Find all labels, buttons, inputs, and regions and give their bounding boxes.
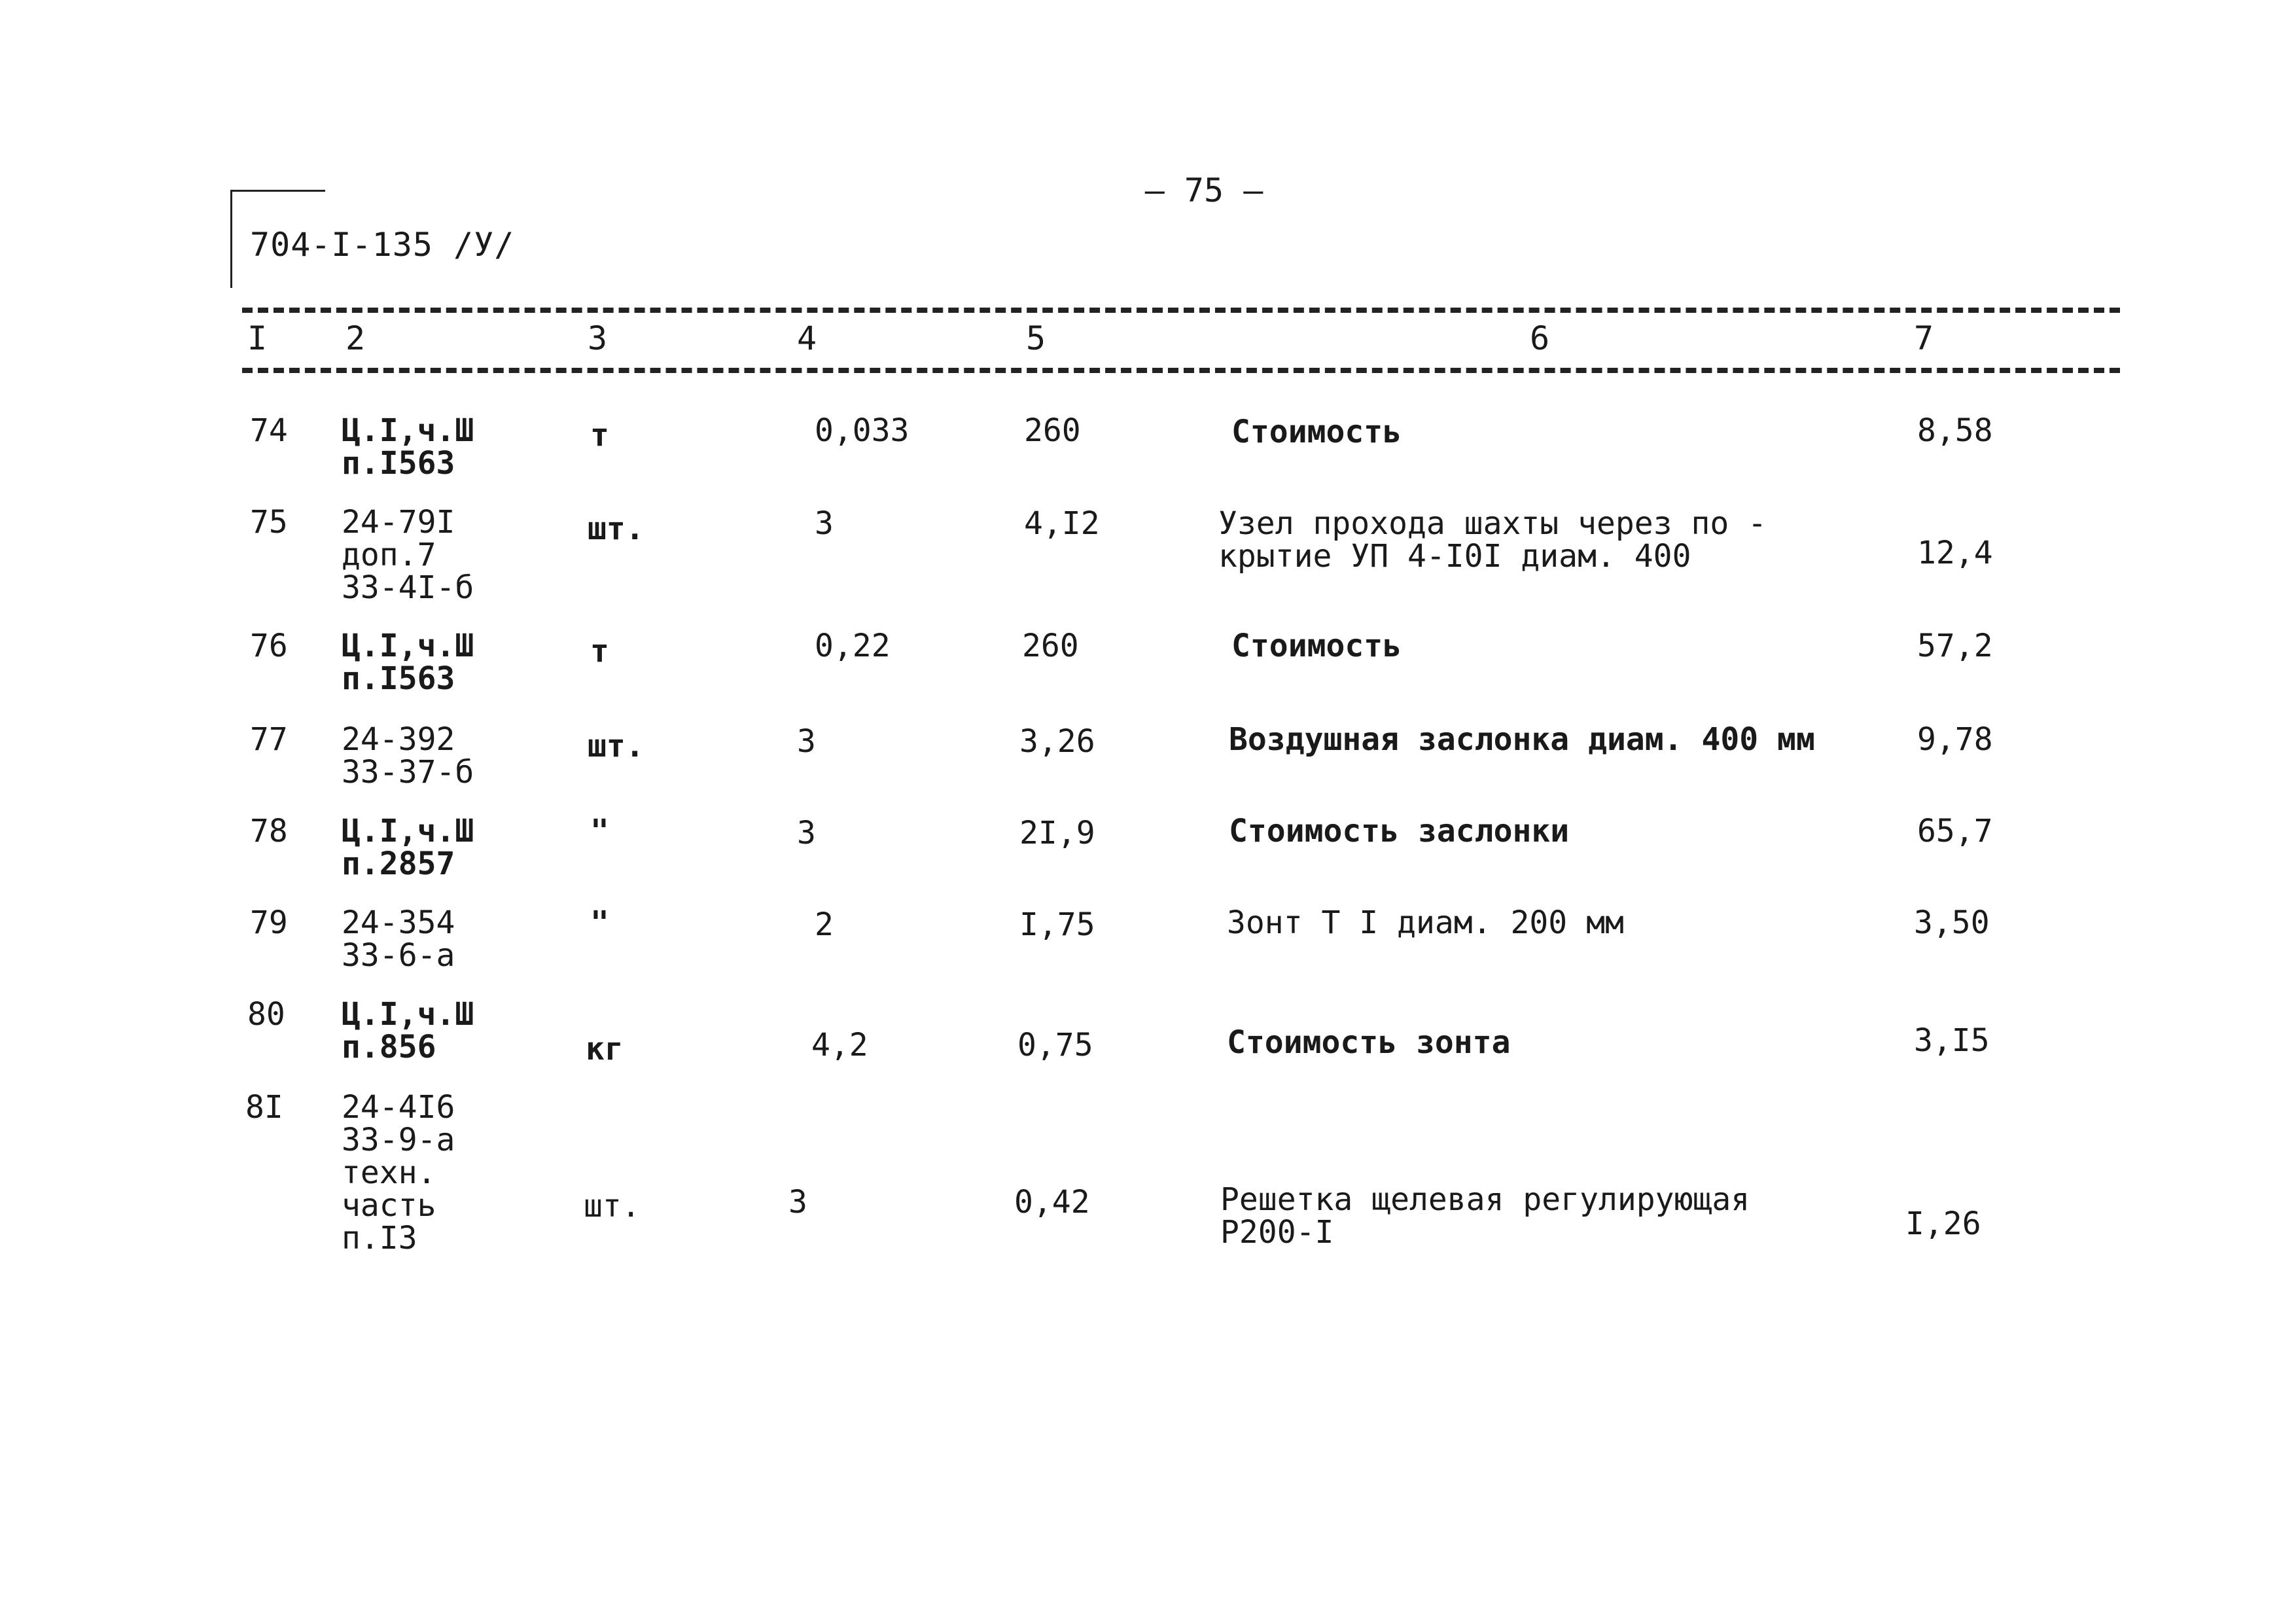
- description: Стоимость заслонки: [1229, 813, 1570, 849]
- unit-price: I,75: [1019, 906, 1095, 943]
- unit: т: [590, 633, 609, 669]
- unit: шт.: [584, 1188, 641, 1224]
- quantity: 3: [815, 505, 834, 542]
- total: 3,50: [1914, 904, 1990, 941]
- quantity: 3: [797, 815, 816, 851]
- quantity: 0,033: [815, 412, 910, 449]
- norm-code: 24-79I доп.7 33-4I-б: [342, 504, 474, 606]
- total: I,26: [1905, 1205, 1981, 1242]
- header-divider-bottom: [242, 368, 2120, 373]
- norm-code: 24-4I6 33-9-а техн. часть п.I3: [342, 1089, 455, 1257]
- norm-code: Ц.I,ч.Ш п.2857: [342, 813, 474, 882]
- description: Стоимость: [1231, 628, 1402, 664]
- quantity: 4,2: [811, 1027, 868, 1063]
- norm-code: 24-392 33-37-б: [342, 721, 474, 791]
- header-divider-top: [242, 308, 2120, 313]
- corner-mark-horizontal: [230, 190, 325, 192]
- column-header-6: 6: [1530, 319, 1550, 357]
- unit-price: 2I,9: [1019, 815, 1095, 851]
- total: 57,2: [1917, 628, 1993, 664]
- unit-price: 260: [1022, 628, 1079, 664]
- norm-code: Ц.I,ч.Ш п.856: [342, 996, 474, 1065]
- norm-code: 24-354 33-6-а: [342, 904, 455, 974]
- description: Стоимость зонта: [1227, 1024, 1511, 1061]
- quantity: 3: [797, 723, 816, 760]
- norm-code: Ц.I,ч.Ш п.I563: [342, 628, 474, 697]
- norm-code: Ц.I,ч.Ш п.I563: [342, 412, 474, 482]
- total: 8,58: [1917, 412, 1993, 449]
- total: 65,7: [1917, 813, 1993, 849]
- description: Воздушная заслонка диам. 400 мм: [1229, 721, 1815, 758]
- total: 12,4: [1917, 535, 1993, 571]
- row-number: 76: [250, 628, 288, 664]
- column-header-1: I: [247, 319, 268, 357]
- column-header-7: 7: [1914, 319, 1934, 357]
- row-number: 8I: [245, 1089, 283, 1126]
- unit-price: 0,42: [1014, 1184, 1090, 1221]
- unit-price: 4,I2: [1024, 505, 1100, 542]
- row-number: 78: [250, 813, 288, 849]
- unit: шт.: [588, 510, 645, 547]
- page-number: — 75 —: [1144, 171, 1263, 209]
- unit: т: [590, 417, 609, 454]
- column-header-4: 4: [797, 319, 817, 357]
- unit-price: 3,26: [1019, 723, 1095, 760]
- unit-price: 0,75: [1017, 1027, 1093, 1063]
- row-number: 80: [247, 996, 285, 1033]
- unit: кг: [586, 1031, 624, 1067]
- corner-mark-vertical: [230, 190, 232, 288]
- column-header-3: 3: [588, 319, 608, 357]
- unit: ": [590, 904, 609, 941]
- document-code: 704-I-135 /У/: [250, 226, 515, 264]
- row-number: 77: [250, 721, 288, 758]
- description: Зонт Т I диам. 200 мм: [1227, 904, 1624, 941]
- total: 9,78: [1917, 721, 1993, 758]
- quantity: 2: [815, 906, 834, 943]
- description: Решетка щелевая регулирующая Р200-I: [1220, 1181, 1750, 1251]
- unit: ": [590, 813, 609, 849]
- quantity: 3: [788, 1184, 807, 1221]
- quantity: 0,22: [815, 628, 891, 664]
- unit-price: 260: [1024, 412, 1081, 449]
- total: 3,I5: [1914, 1022, 1990, 1059]
- description: Стоимость: [1231, 414, 1402, 450]
- row-number: 75: [250, 504, 288, 541]
- row-number: 79: [250, 904, 288, 941]
- description: Узел прохода шахты через по - крытие УП 4-I0I диам. 400: [1218, 505, 1767, 575]
- row-number: 74: [250, 412, 288, 449]
- column-header-2: 2: [345, 319, 366, 357]
- unit: шт.: [588, 728, 645, 764]
- column-header-5: 5: [1026, 319, 1046, 357]
